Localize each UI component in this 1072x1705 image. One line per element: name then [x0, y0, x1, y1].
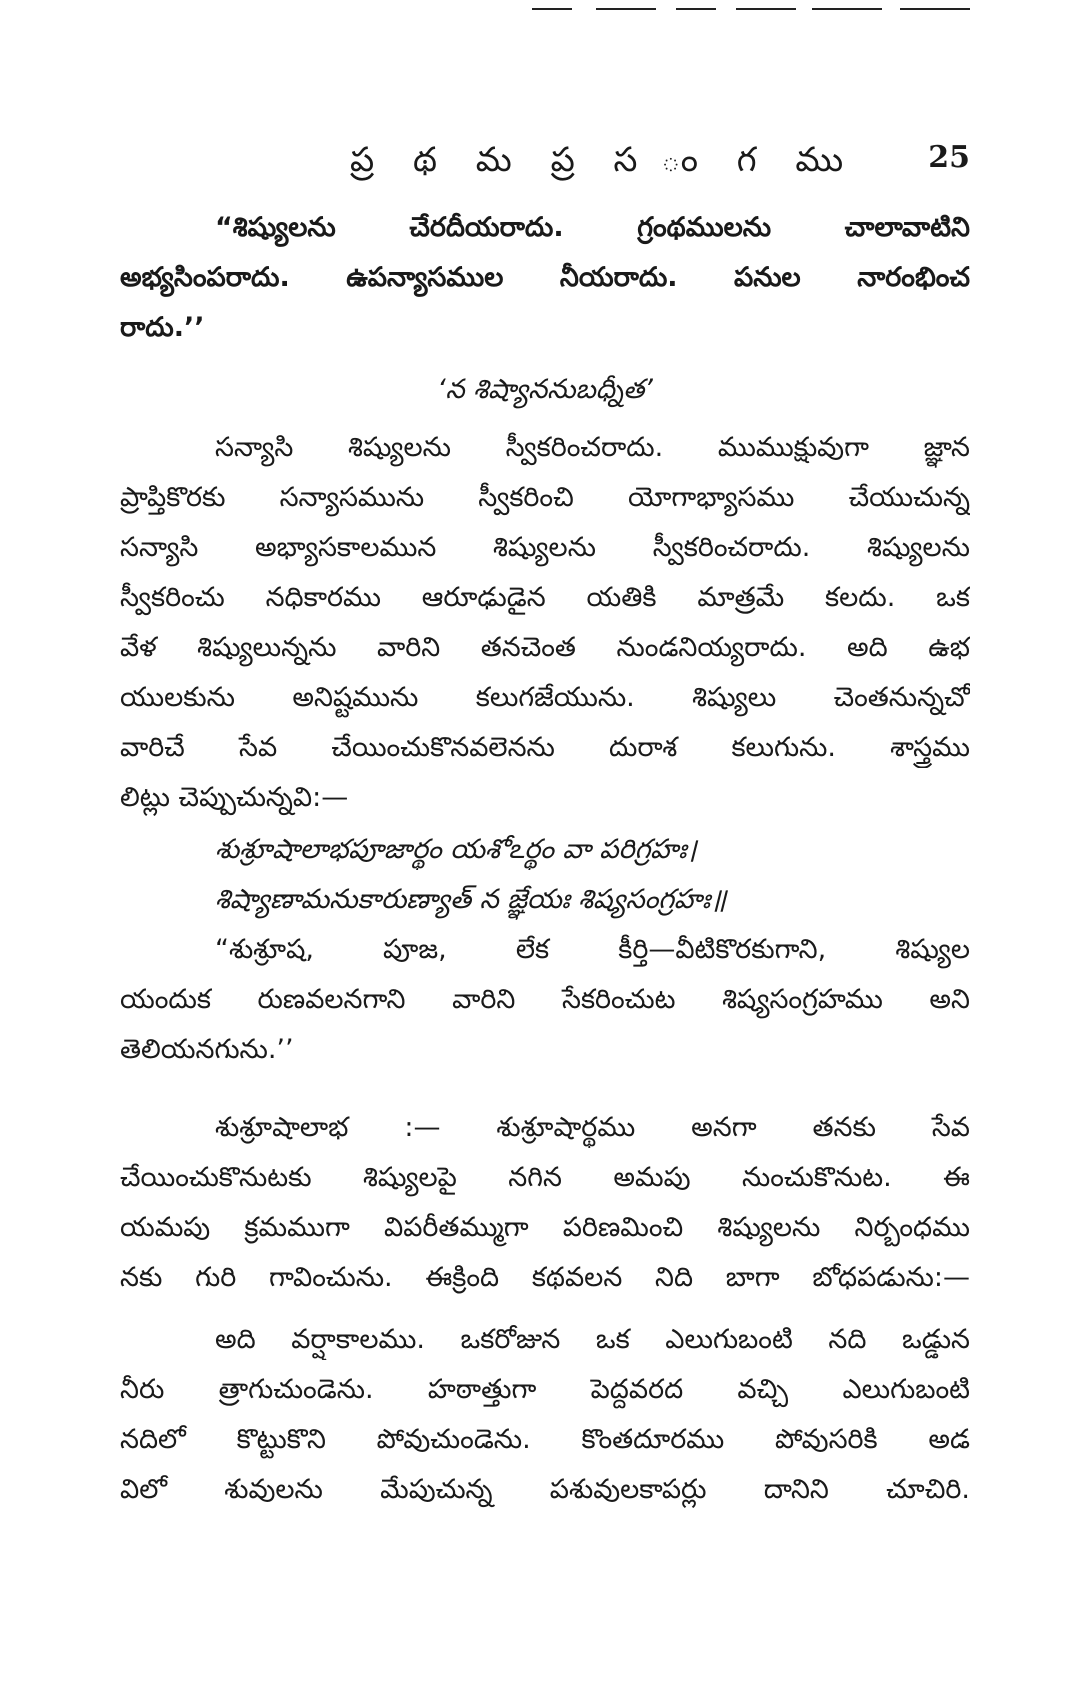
text-line: చేయించుకొనుటకు శిష్యులపై నగిన అమపు నుంచుకొనుట. ఈ [120, 1162, 970, 1193]
text-line: సన్యాసి శిష్యులను స్వీకరించరాదు. ముముక్షువుగా జ్ఞాన [215, 432, 970, 463]
verse-line: శిష్యాణామనుకారుణ్యాత్ న జ్ఞేయః శిష్యసంగ్రహః॥ [215, 884, 727, 915]
top-rule-segment [676, 8, 716, 10]
text-line: “శుశ్రూష, పూజ, లేక కీర్తి—వీటికొరకుగాని, శిష్యుల [215, 934, 970, 965]
text-line: నదిలో కొట్టుకొని పోవుచుండెను. కొంతదూరము పోవుసరికి అడ [120, 1424, 970, 1455]
text-line: నీరు త్రాగుచుండెను. హఠాత్తుగా పెద్దవరద వచ్చి ఎలుగుబంటి [120, 1374, 970, 1405]
text-line: తెలియనగును.’’ [120, 1034, 294, 1065]
text-line: యమపు క్రమముగా విపరీతమ్ముగా పరిణమించి శిష్యులను నిర్బంధము [120, 1212, 970, 1243]
text-line: విలో శువులను మేపుచున్న పశువులకాపర్లు దానిని చూచిరి. [120, 1474, 970, 1505]
text-line: రాదు.’’ [120, 312, 205, 343]
top-rule-segment [596, 8, 656, 10]
text-line: యులకును అనిష్టమును కలుగజేయును. శిష్యులు చెంతనున్నచో [120, 682, 970, 713]
text-line: లిట్లు చెప్పుచున్నవి:— [120, 782, 349, 813]
text-line: వేళ శిష్యులున్నను వారిని తనచెంత నుండనియ్యరాదు. అది ఉభ [120, 632, 970, 663]
section-heading: ‘న శిష్యాననుబధ్నీత’ [437, 374, 653, 405]
text-line: ప్రాప్తికొరకు సన్యాసమును స్వీకరించి యోగాభ్యాసము చేయుచున్న [120, 482, 970, 513]
text-line: వారిచే సేవ చేయించుకొనవలెనను దురాశ కలుగును. శాస్త్రము [120, 732, 970, 763]
page-number: 25 [928, 140, 970, 175]
page-header [120, 140, 970, 200]
text-line: అది వర్షాకాలము. ఒకరోజున ఒక ఎలుగుబంటి నది ఒడ్డున [215, 1324, 970, 1355]
top-rule-segment [532, 8, 572, 10]
text-line: సన్యాసి అభ్యాసకాలమున శిష్యులను స్వీకరించరాదు. శిష్యులను [120, 532, 970, 563]
top-rule-segment [900, 8, 970, 10]
text-line: యందుక రుణవలనగాని వారిని సేకరించుట శిష్యసంగ్రహము అని [120, 984, 970, 1015]
running-title: ప్ర థ మ ప్ర స ం గ ము [350, 140, 858, 180]
text-line: నకు గురి గావించును. ఈక్రింది కథవలన నిది బాగా బోధపడును:— [120, 1262, 970, 1293]
top-rule-segment [736, 8, 796, 10]
text-line: అభ్యసింపరాదు. ఉపన్యాసముల నీయరాదు. పనుల నారంభించ [120, 262, 970, 293]
verse-line: శుశ్రూషాలాభపూజార్థం యశోఽర్థం వా పరిగ్రహః। [215, 834, 697, 865]
text-line: శుశ్రూషాలాభ :— శుశ్రూషార్థము అనగా తనకు సేవ [215, 1112, 970, 1143]
top-rule-segment [812, 8, 882, 10]
text-line: “శిష్యులను చేరదీయరాదు. గ్రంథములను చాలావాటిని [215, 212, 970, 243]
text-line: స్వీకరించు నధికారము ఆరూఢుడైన యతికి మాత్రమే కలదు. ఒక [120, 582, 970, 613]
